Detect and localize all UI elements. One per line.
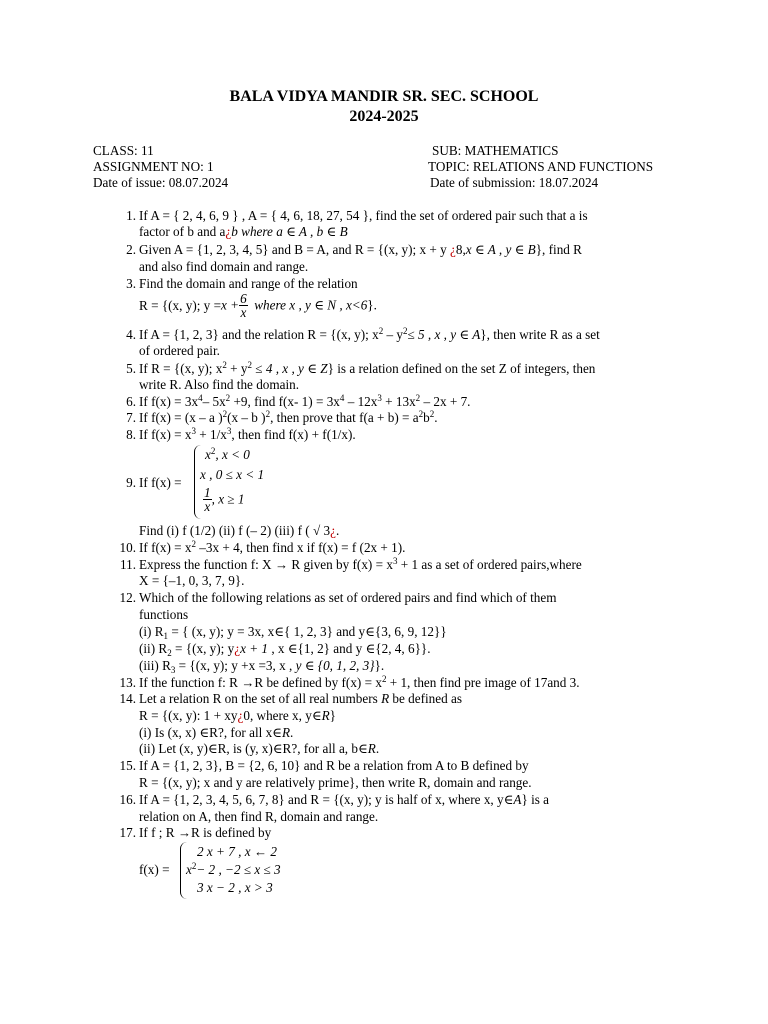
question-number: 16. (119, 792, 136, 807)
q6-text: If f(x) = 3x (139, 394, 199, 409)
q14-text: R = {(x, y): 1 + xy (139, 708, 238, 723)
class-label: CLASS: 11 (93, 143, 154, 158)
question-number: 3. (126, 276, 136, 291)
question-number: 12. (119, 590, 136, 605)
question-17-line-1 (139, 825, 271, 841)
q14-text: 0, where x, y∈ (243, 708, 322, 723)
q1-math: b where a ∈ A , b ∈ B (231, 224, 348, 239)
question-11-line-1 (139, 557, 582, 573)
question-number: 5. (126, 361, 136, 376)
q5-text-3: } is a relation defined on the set Z of integers, then (327, 361, 596, 376)
q4-text-2: – y (383, 327, 403, 342)
q7-text: b (423, 410, 430, 425)
q14-text: Let a relation R on the set of all real numbers (139, 691, 382, 706)
subject-label: SUB: MATHEMATICS (432, 143, 559, 158)
q4-math: ≤ 5 , x , y ∈ A (407, 327, 481, 342)
question-12-part-2 (139, 641, 431, 657)
question-12-line-2: functions (139, 607, 189, 622)
q5-math: ≤ 4 , x , y ∈ Z (255, 361, 328, 376)
q12-text: , x ∈{1, 2} and y ∈{2, 4, 6}}. (268, 641, 431, 656)
q12-text: = {(x, y); y (171, 641, 235, 656)
question-number: 6. (126, 394, 136, 409)
arrow-icon: → (241, 675, 255, 690)
q6-sup: 4 (339, 393, 345, 403)
q6-sup: 4 (198, 393, 203, 403)
q2-text-3: }, find R (535, 242, 582, 257)
q4-sup: 2 (378, 326, 384, 336)
q17-sup: 2 (191, 861, 197, 871)
q12-text: }. (374, 658, 385, 673)
q12-sub: 1 (163, 631, 169, 641)
question-12-part-1 (139, 624, 447, 640)
q9-math: x (205, 447, 211, 462)
assignment-number: ASSIGNMENT NO: 1 (93, 159, 214, 174)
question-5-line-1 (139, 361, 595, 377)
q14-math: R (381, 691, 390, 706)
q17-math: − 2 , −2 ≤ x ≤ 3 (196, 862, 281, 877)
q9-sup: 2 (210, 446, 216, 456)
question-number: 11. (120, 557, 136, 572)
q12-sub: 2 (167, 648, 172, 658)
school-name: BALA VIDYA MANDIR SR. SEC. SCHOOL (229, 88, 539, 105)
q3-math-where: where x , y ∈ N , x<6 (254, 297, 368, 313)
q12-math: x + 1 (240, 641, 269, 656)
topic-label: TOPIC: RELATIONS AND FUNCTIONS (428, 159, 654, 174)
q3-text-end: }. (367, 297, 377, 313)
q11-sup: 3 (392, 556, 398, 566)
q7-text: If f(x) = (x – a ) (139, 410, 223, 425)
q14-text: (ii) Let (x, y)∈R, is (y, x)∈R?, for all a, b∈ (139, 741, 368, 756)
question-number: 4. (126, 327, 136, 342)
question-number: 14. (119, 691, 136, 706)
q8-sup: 3 (226, 426, 232, 436)
q9-fraction-denominator: x (204, 499, 211, 515)
q17-text: R is defined by (191, 825, 272, 840)
q11-text: Express the function f: X (139, 557, 275, 572)
question-number: 2. (126, 242, 136, 257)
q14-text: (i) Is (x, x) ∈R?, for all x∈ (139, 725, 282, 740)
q9-symbol: ¿ (330, 523, 336, 538)
arrow-icon: → (177, 825, 192, 840)
q16-text: } is a (521, 792, 550, 807)
q11-text: + 1 as a set of ordered pairs,where (397, 557, 582, 572)
q12-text: = { (x, y); y = 3x, x∈{ 1, 2, 3} and y∈{3, 6, 9, 12}} (168, 624, 447, 639)
q13-sup: 2 (381, 674, 387, 684)
question-number: 7. (126, 410, 136, 425)
q12-text: = {(x, y); y +x =3, x , (175, 658, 293, 673)
q7-sup: 2 (222, 409, 228, 419)
q10-text: If f(x) = x (139, 540, 192, 555)
q17-text: If f ; R (139, 825, 178, 840)
q10-text: –3x + 4, then find x if f(x) = f (2x + 1). (195, 540, 406, 555)
q7-sup: 2 (418, 409, 424, 419)
q17-case-3: 3 x − 2 , x > 3 (197, 880, 273, 895)
q6-sup: 2 (415, 393, 421, 403)
question-3-line-1: Find the domain and range of the relation (139, 276, 358, 291)
question-5-line-2: write R. Also find the domain. (139, 377, 300, 392)
q14-symbol: ¿ (237, 708, 244, 723)
q10-sup: 2 (191, 539, 196, 549)
q12-text: (i) R (139, 624, 164, 639)
q9-math: , x < 0 (215, 447, 250, 462)
q14-text: . (290, 725, 294, 740)
question-4-line-1 (139, 327, 600, 343)
question-1-line-2 (139, 224, 348, 240)
q14-math: R (281, 725, 291, 740)
q9-case-1 (205, 447, 250, 463)
q12-sub: 3 (170, 665, 176, 675)
question-number: 17. (119, 825, 136, 840)
q6-text: – 12x (344, 394, 378, 409)
question-17-label: f(x) = (139, 862, 170, 877)
q12-text: (iii) R (139, 658, 171, 673)
q1-text: factor of b and a (139, 224, 226, 239)
q8-text: If f(x) = x (139, 427, 192, 442)
q7-sup: 2 (265, 409, 271, 419)
q17-case-1: 2 x + 7 , x ← 2 (197, 844, 277, 859)
q3-text: R = {(x, y); y = (139, 297, 222, 313)
q14-text: . (375, 741, 380, 756)
question-2-line-1 (139, 242, 582, 258)
question-1-line-1: If A = { 2, 4, 6, 9 } , A = { 4, 6, 18, 27, 54 }, find the set of ordered pair such that a is (139, 208, 588, 223)
question-16-line-1 (139, 792, 549, 808)
q5-text: If R = {(x, y); x (139, 361, 223, 376)
q9-case-3 (203, 486, 244, 513)
session-year: 2024-2025 (349, 108, 419, 125)
q13-text: + 1, then find pre image of 17and 3. (386, 675, 580, 690)
q7-text: , then prove that f(a + b) = a (270, 410, 419, 425)
q5-text-2: + y (226, 361, 248, 376)
question-12-part-3 (139, 658, 384, 674)
q6-sup: 2 (225, 393, 231, 403)
q11-text: R given by f(x) = x (288, 557, 393, 572)
question-9-find (139, 523, 339, 539)
question-number: 8. (126, 427, 136, 442)
q17-math: x (186, 862, 192, 877)
question-number: 10. (119, 540, 136, 555)
q6-text: + 13x (381, 394, 416, 409)
question-16-line-2: relation on A, then find R, domain and range. (139, 809, 379, 824)
q9-math: , x ≥ 1 (211, 491, 245, 507)
question-14-part-1 (139, 725, 293, 741)
q12-math: y ∈ {0, 1, 2, 3} (295, 658, 375, 673)
q14-text: be defined as (389, 691, 462, 706)
q6-text: – 5x (202, 394, 226, 409)
q3-math-x: x + (221, 297, 240, 313)
q3-fraction (239, 292, 248, 319)
q8-text: , then find f(x) + f(1/x). (231, 427, 356, 442)
question-7 (139, 410, 438, 426)
q13-text: R be defined by f(x) = x (254, 675, 382, 690)
question-13 (139, 675, 580, 691)
question-number: 9. (126, 475, 136, 490)
q5-sup: 2 (222, 360, 227, 370)
q6-sup: 3 (377, 393, 382, 403)
q17-case-2 (186, 862, 281, 878)
question-11-line-2: X = {–1, 0, 3, 7, 9}. (139, 573, 245, 588)
question-10 (139, 540, 405, 556)
q2-text-2: 8, (455, 242, 466, 257)
q6-text: – 2x + 7. (420, 394, 471, 409)
q2-math: x ∈ A , y ∈ B (465, 242, 536, 257)
question-number: 1. (126, 208, 136, 223)
q2-symbol: ¿ (450, 242, 456, 257)
q5-sup-2: 2 (247, 360, 252, 370)
question-14-line-1 (139, 691, 462, 707)
date-of-issue: Date of issue: 08.07.2024 (93, 175, 229, 190)
question-3-line-2 (139, 292, 377, 319)
q8-sup: 3 (191, 426, 196, 436)
question-8 (139, 427, 356, 443)
q9-fraction-numerator: 1 (204, 485, 211, 500)
q13-text: If the function f: R (139, 675, 242, 690)
q16-text: If A = {1, 2, 3, 4, 5, 6, 7, 8} and R = {(x, y); y is half of x, where x, y∈ (139, 792, 514, 807)
q1-symbol: ¿ (225, 224, 232, 239)
question-6 (139, 394, 470, 410)
q14-math: R (367, 741, 376, 756)
question-2-line-2: and also find domain and range. (139, 259, 309, 274)
q9-case-2: x , 0 ≤ x < 1 (200, 467, 265, 482)
question-number: 13. (119, 675, 136, 690)
q3-fraction-denominator: x (240, 305, 247, 321)
question-14-part-2 (139, 741, 379, 757)
q9-text: Find (i) f (1/2) (ii) f (– 2) (iii) f ( √ 3 (139, 523, 331, 538)
question-12-line-1: Which of the following relations as set of ordered pairs and find which of them (139, 590, 557, 605)
arrow-icon: → (274, 557, 289, 572)
q12-text: (ii) R (139, 641, 168, 656)
date-of-submission: Date of submission: 18.07.2024 (430, 175, 599, 190)
q14-text: } (329, 708, 337, 723)
q2-text: Given A = {1, 2, 3, 4, 5} and B = A, and R = {(x, y); x + y (139, 242, 447, 257)
q9-text: . (335, 523, 340, 538)
q6-text: +9, find f(x- 1) = 3x (230, 394, 340, 409)
q9-fraction (203, 486, 212, 513)
q4-text-3: }, then write R as a set (480, 327, 600, 342)
q7-sup: 2 (429, 409, 435, 419)
q4-sup-2: 2 (402, 326, 408, 336)
q7-text: . (434, 410, 438, 425)
question-15-line-1: If A = {1, 2, 3}, B = {2, 6, 10} and R be a relation from A to B defined by (139, 758, 529, 773)
q3-fraction-numerator: 6 (240, 291, 247, 306)
q4-text: If A = {1, 2, 3} and the relation R = {(x, y); x (139, 327, 379, 342)
question-9-label: If f(x) = (139, 475, 182, 490)
question-14-line-2 (139, 708, 336, 724)
q14-math: R (321, 708, 330, 723)
q12-symbol: ¿ (234, 641, 241, 656)
q7-text: (x – b ) (227, 410, 266, 425)
q8-text: + 1/x (195, 427, 227, 442)
question-number: 15. (119, 758, 136, 773)
question-4-line-2: of ordered pair. (139, 343, 220, 358)
question-15-line-2: R = {(x, y); x and y are relatively prime}, then write R, domain and range. (139, 775, 532, 790)
q16-math: A (513, 792, 522, 807)
